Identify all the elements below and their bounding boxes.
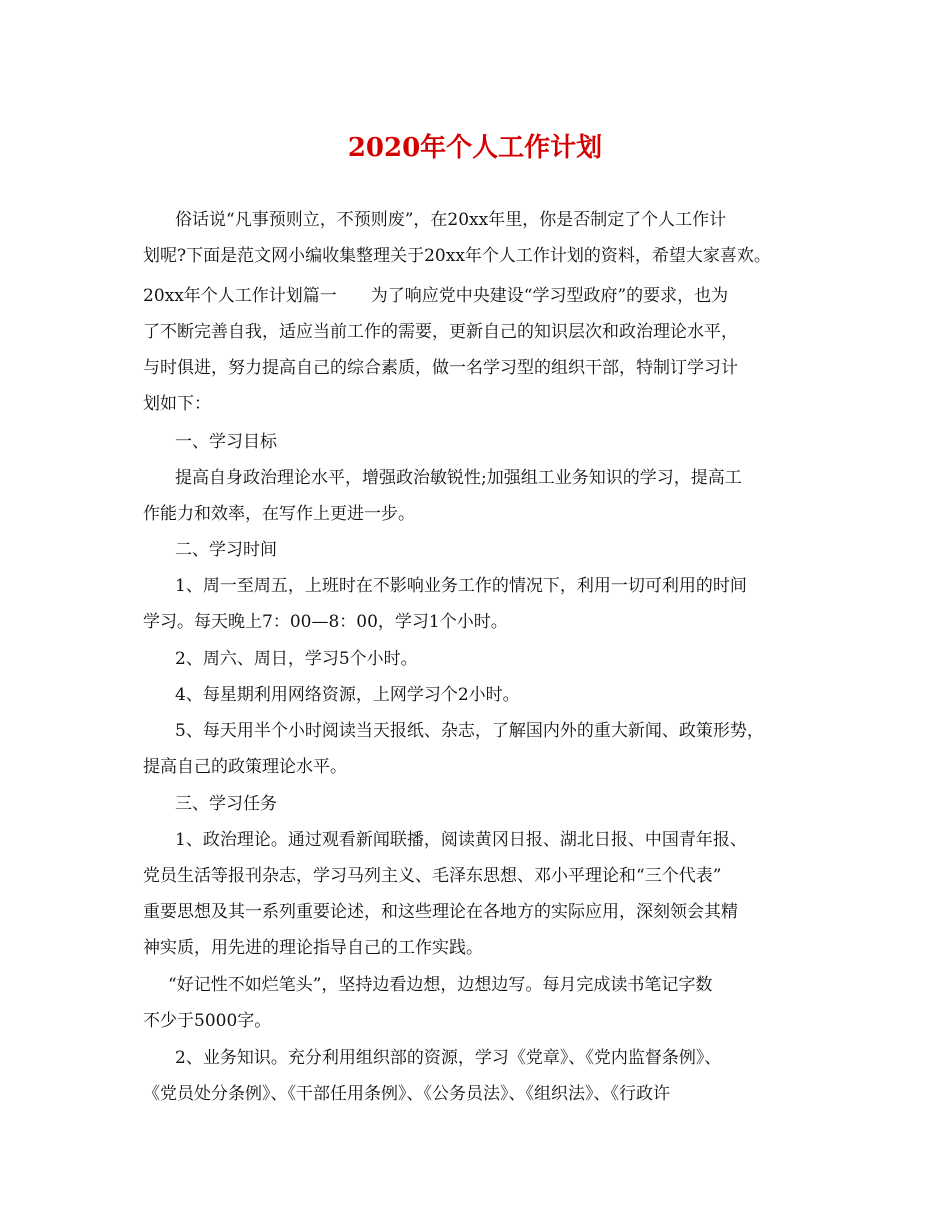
paragraph-line: 提高自身政治理论水平，增强政治敏锐性;加强组工业务知识的学习，提高工 xyxy=(175,468,742,488)
paragraph-line: 与时俱进，努力提高自己的综合素质，做一名学习型的组织干部，特制订学习计 xyxy=(143,358,738,378)
paragraph-line: 20xx年个人工作计划篇一 为了响应党中央建设“学习型政府”的要求，也为 xyxy=(143,286,729,306)
paragraph-line: 了不断完善自我，适应当前工作的需要，更新自己的知识层次和政治理论水平， xyxy=(143,322,738,342)
paragraph-line: 学习。每天晚上7：00—8：00，学习1个小时。 xyxy=(143,612,508,632)
paragraph-line: 2、周六、周日，学习5个小时。 xyxy=(175,649,418,669)
paragraph-line: 重要思想及其一系列重要论述，和这些理论在各地方的实际应用，深刻领会其精 xyxy=(143,902,738,922)
paragraph-line: 提高自己的政策理论水平。 xyxy=(143,757,347,777)
paragraph-line: 俗话说“凡事预则立，不预则废”，在20xx年里，你是否制定了个人工作计 xyxy=(175,210,727,230)
paragraph-line: 党员生活等报刊杂志，学习马列主义、毛泽东思想、邓小平理论和“三个代表” xyxy=(143,866,722,886)
paragraph-line: 2、业务知识。充分利用组织部的资源，学习《党章》、《党内监督条例》、 xyxy=(175,1048,722,1068)
paragraph-line: 划如下： xyxy=(143,394,211,414)
paragraph-line: 4、每星期利用网络资源，上网学习个2小时。 xyxy=(175,685,520,705)
paragraph-line: 《党员处分条例》、《干部任用条例》、《公务员法》、《组织法》、《行政许 xyxy=(143,1084,670,1104)
paragraph-line: 划呢?下面是范文网小编收集整理关于20xx年个人工作计划的资料，希望大家喜欢。 xyxy=(143,246,771,266)
section-heading: 二、学习时间 xyxy=(175,540,277,560)
section-heading: 三、学习任务 xyxy=(175,794,277,814)
paragraph-line: “好记性不如烂笔头”，坚持边看边想，边想边写。每月完成读书笔记字数 xyxy=(168,975,713,995)
paragraph-line: 1、周一至周五，上班时在不影响业务工作的情况下，利用一切可利用的时间 xyxy=(175,576,747,596)
paragraph-line: 作能力和效率，在写作上更进一步。 xyxy=(143,504,415,524)
paragraph-line: 1、政治理论。通过观看新闻联播，阅读黄冈日报、湖北日报、中国青年报、 xyxy=(175,830,747,850)
document-title: 2020年个人工作计划 xyxy=(347,133,603,163)
paragraph-line: 5、每天用半个小时阅读当天报纸、杂志，了解国内外的重大新闻、政策形势， xyxy=(175,721,764,741)
paragraph-line: 不少于5000字。 xyxy=(143,1011,272,1031)
paragraph-line: 神实质，用先进的理论指导自己的工作实践。 xyxy=(143,938,483,958)
section-heading: 一、学习目标 xyxy=(175,432,277,452)
